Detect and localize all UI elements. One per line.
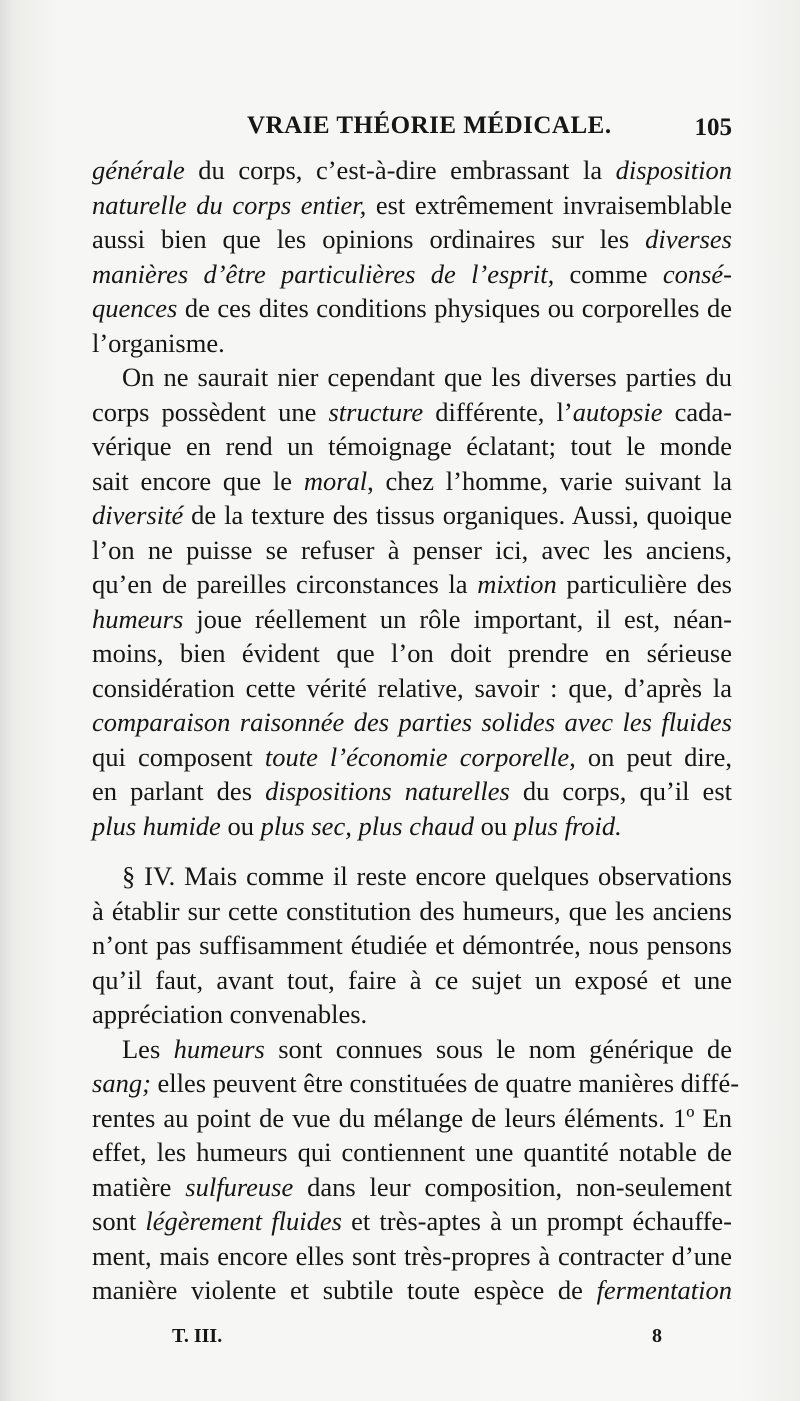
text-line: ment, mais encore elles sont très-propres à contracter d’une bbox=[92, 1240, 732, 1271]
text-line: naturelle du corps entier, est extrêmement invraisemblable bbox=[92, 189, 732, 220]
paragraph-gap bbox=[92, 843, 732, 859]
text-line: qui composent toute l’économie corporelle, on peut dire, bbox=[92, 741, 732, 772]
text-line: manières d’être particulières de l’esprit, comme consé- bbox=[92, 258, 732, 289]
text-line: quences de ces dites conditions physiques ou corporelles de bbox=[92, 293, 732, 323]
text-line: corps possèdent une structure différente, l’autopsie cada- bbox=[92, 396, 732, 427]
text-line: manière violente et subtile toute espèce de fermentation bbox=[92, 1275, 732, 1305]
text-line: en parlant des dispositions naturelles du corps, qu’il est bbox=[92, 776, 732, 806]
text-line: Les humeurs sont connues sous le nom générique de bbox=[122, 1033, 732, 1064]
page-header bbox=[92, 112, 732, 148]
text-line: qu’il faut, avant tout, faire à ce sujet un exposé et une bbox=[92, 964, 732, 995]
text-line: rentes au point de vue du mélange de leurs éléments. 1º En bbox=[92, 1102, 732, 1133]
text-line: vérique en rend un témoignage éclatant; tout le monde bbox=[92, 431, 732, 461]
text-line: plus humide ou plus sec, plus chaud ou plus froid. bbox=[92, 810, 622, 841]
text-line: humeurs joue réellement un rôle important, il est, néan- bbox=[92, 603, 732, 634]
text-line: sont légèrement fluides et très-aptes à un prompt échauffe- bbox=[92, 1206, 732, 1236]
text-line: § IV. Mais comme il reste encore quelques observations bbox=[122, 861, 732, 891]
text-line: aussi bien que les opinions ordinaires sur les diverses bbox=[92, 224, 732, 254]
text-line: l’on ne puisse se refuser à penser ici, avec les anciens, bbox=[92, 534, 732, 565]
text-line: générale du corps, c’est-à-dire embrassant la disposition bbox=[92, 155, 732, 185]
body-text bbox=[92, 153, 740, 1308]
running-title: VRAIE THÉORIE MÉDICALE. bbox=[247, 112, 612, 139]
text-line: n’ont pas suffisamment étudiée et démontrée, nous pensons bbox=[92, 930, 732, 960]
page-footer bbox=[172, 1325, 662, 1355]
text-line: sait encore que le moral, chez l’homme, varie suivant la bbox=[92, 465, 732, 496]
text-line: à établir sur cette constitution des humeurs, que les anciens bbox=[92, 895, 732, 926]
gathering-mark: 8 bbox=[652, 1325, 662, 1347]
page-number: 105 bbox=[694, 114, 732, 141]
text-line: appréciation convenables. bbox=[92, 999, 368, 1029]
text-line: qu’en de pareilles circonstances la mixtion particulière des bbox=[92, 569, 732, 599]
text-line: l’organisme. bbox=[92, 327, 225, 358]
text-line: diversité de la texture des tissus organiques. Aussi, quoique bbox=[92, 500, 732, 530]
text-line: considération cette vérité relative, savoir : que, d’après la bbox=[92, 672, 732, 703]
text-line: comparaison raisonnée des parties solides avec les fluides bbox=[92, 707, 732, 737]
text-line: matière sulfureuse dans leur composition, non-seulement bbox=[92, 1171, 732, 1202]
text-line: effet, les humeurs qui contiennent une quantité notable de bbox=[92, 1137, 732, 1167]
volume-signature: T. III. bbox=[172, 1325, 223, 1347]
text-line: moins, bien évident que l’on doit prendre en sérieuse bbox=[92, 638, 732, 668]
text-line: sang; elles peuvent être constituées de quatre manières diffé- bbox=[92, 1068, 740, 1098]
text-line: On ne saurait nier cependant que les diverses parties du bbox=[122, 362, 732, 392]
